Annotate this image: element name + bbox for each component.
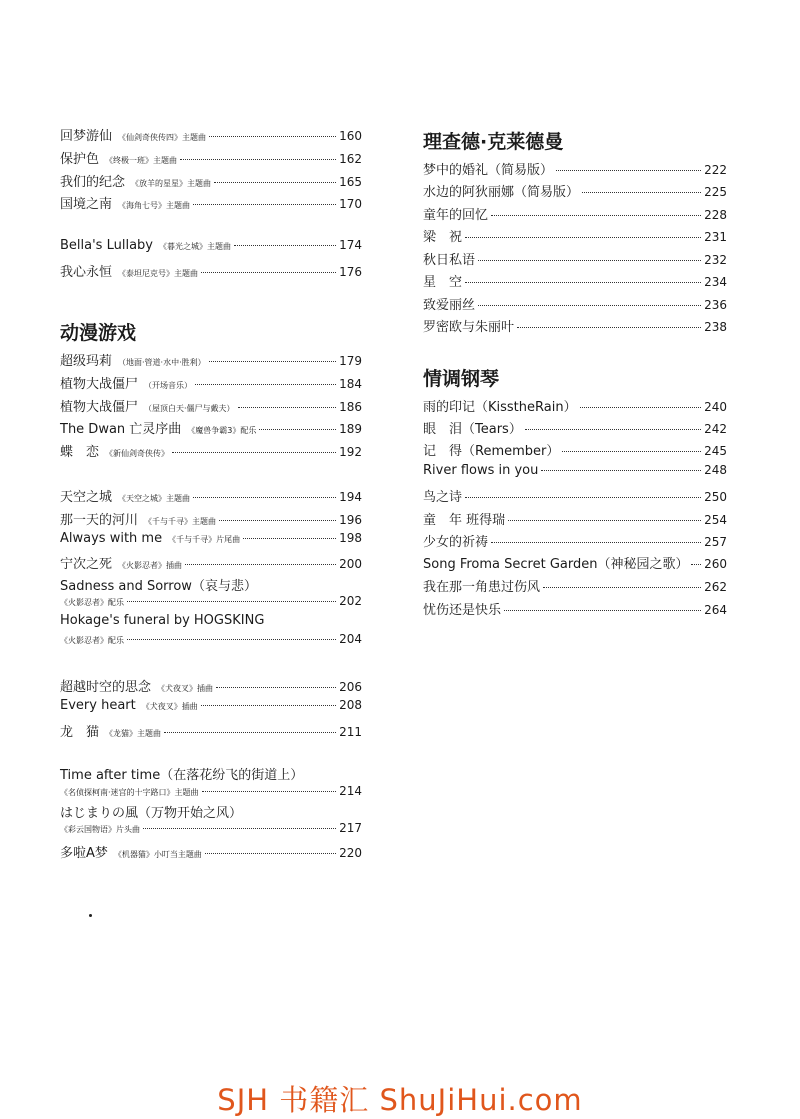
dot-leader — [127, 601, 336, 602]
dot-leader — [180, 159, 336, 160]
entry-source: 《机器猫》小叮当主题曲 — [113, 850, 202, 859]
toc-entry[interactable] — [423, 509, 727, 528]
toc-entry-subline — [60, 632, 362, 646]
entry-title: 雨的印记（KisstheRain） — [423, 400, 577, 415]
dot-leader — [127, 639, 336, 640]
toc-entry[interactable] — [60, 148, 362, 167]
toc-entry-subline — [60, 821, 362, 835]
dot-leader — [465, 497, 701, 498]
entry-source: 《千与千寻》片尾曲 — [168, 535, 241, 544]
entry-title: 眼 泪（Tears） — [423, 422, 522, 437]
entry-source: 《火影忍者》插曲 — [118, 561, 183, 570]
entry-title: 植物大战僵尸 — [60, 377, 139, 392]
entry-source: 《海角七号》主题曲 — [118, 201, 191, 210]
toc-entry[interactable] — [60, 171, 362, 190]
toc-entry[interactable] — [60, 486, 362, 505]
entry-title: 国境之南 — [60, 197, 113, 212]
entry-title: The Dwan 亡灵序曲 — [60, 422, 182, 437]
dot-leader — [209, 361, 336, 362]
toc-entry[interactable] — [60, 350, 362, 369]
toc-entry[interactable] — [60, 553, 362, 572]
entry-title: 梁 祝 — [423, 230, 463, 245]
entry-page: 162 — [339, 152, 362, 166]
entry-title: 记 得（Remember） — [423, 444, 560, 459]
dot-leader — [465, 282, 701, 283]
entry-title: 致爱丽丝 — [423, 298, 476, 313]
section-heading-mood: 情调钢琴 — [423, 368, 500, 390]
toc-entry[interactable] — [60, 441, 362, 460]
entry-title: 罗密欧与朱丽叶 — [423, 320, 515, 335]
dot-leader — [478, 305, 701, 306]
toc-entry[interactable] — [60, 698, 362, 713]
entry-page: 220 — [339, 846, 362, 860]
dot-leader — [234, 245, 336, 246]
toc-entry[interactable] — [423, 316, 727, 335]
dot-leader — [164, 732, 336, 733]
dot-leader — [185, 564, 336, 565]
entry-title: 回梦游仙 — [60, 129, 113, 144]
entry-title: 鸟之诗 — [423, 490, 463, 505]
toc-entry[interactable] — [60, 125, 362, 144]
toc-entry[interactable] — [60, 531, 362, 546]
toc-entry-subline — [60, 594, 362, 608]
entry-title: Every heart — [60, 698, 136, 713]
toc-entry[interactable] — [60, 418, 362, 437]
entry-source: 《魔兽争霸3》配乐 — [187, 426, 257, 435]
entry-page: 214 — [339, 784, 362, 798]
entry-title: 那一天的河川 — [60, 513, 139, 528]
dot-leader — [209, 136, 336, 137]
entry-page: 192 — [339, 445, 362, 459]
entry-page: 232 — [704, 253, 727, 267]
watermark-text: SJH 书籍汇 ShuJiHui.com — [217, 1083, 583, 1117]
toc-entry[interactable] — [60, 261, 362, 280]
dot-leader — [582, 192, 701, 193]
entry-page: 242 — [704, 422, 727, 436]
dot-leader — [201, 705, 336, 706]
entry-title: 我们的纪念 — [60, 175, 126, 190]
entry-title[interactable]: はじまりの風（万物开始之风） — [60, 806, 243, 821]
entry-source: 《火影忍者》配乐 — [60, 598, 124, 607]
toc-entry[interactable] — [60, 842, 362, 861]
entry-title: Song Froma Secret Garden（神秘园之歌） — [423, 557, 689, 572]
dot-leader — [491, 542, 701, 543]
entry-source: 《泰坦尼克号》主题曲 — [118, 269, 199, 278]
dot-leader — [691, 564, 701, 565]
entry-source: 《新仙剑奇侠传》 — [105, 449, 170, 458]
entry-title: 蝶 恋 — [60, 445, 100, 460]
dot-leader — [216, 687, 336, 688]
entry-title: 水边的阿狄丽娜（简易版） — [423, 185, 580, 200]
entry-page: 160 — [339, 129, 362, 143]
entry-title[interactable]: Time after time（在落花纷飞的街道上） — [60, 768, 304, 783]
entry-title: 植物大战僵尸 — [60, 400, 139, 415]
section-heading-richard: 理查德·克莱德曼 — [423, 131, 564, 153]
entry-page: 179 — [339, 354, 362, 368]
entry-page: 254 — [704, 513, 727, 527]
dot-leader — [143, 828, 336, 829]
entry-source: 《天空之城》主题曲 — [118, 494, 191, 503]
entry-title: 多啦A梦 — [60, 846, 108, 861]
entry-page: 174 — [339, 238, 362, 252]
dot-leader — [201, 272, 336, 273]
dot-leader — [259, 429, 336, 430]
toc-entry[interactable] — [423, 249, 727, 268]
entry-title: 梦中的婚礼（简易版） — [423, 163, 554, 178]
entry-page: 211 — [339, 725, 362, 739]
toc-entry[interactable] — [423, 226, 727, 245]
toc-entry[interactable] — [60, 396, 362, 415]
entry-page: 200 — [339, 557, 362, 571]
toc-entry[interactable] — [60, 509, 362, 528]
dot-leader — [172, 452, 336, 453]
entry-title: 童年的回忆 — [423, 208, 489, 223]
entry-source: 《龙猫》主题曲 — [105, 729, 162, 738]
entry-page: 184 — [339, 377, 362, 391]
toc-entry[interactable] — [423, 418, 727, 437]
entry-title: 我在那一角患过伤风 — [423, 580, 541, 595]
entry-title[interactable]: Sadness and Sorrow（哀与悲） — [60, 579, 257, 594]
toc-entry[interactable] — [60, 373, 362, 392]
entry-page: 250 — [704, 490, 727, 504]
dot-leader — [195, 384, 336, 385]
dot-leader — [214, 182, 336, 183]
entry-page: 260 — [704, 557, 727, 571]
entry-page: 204 — [339, 632, 362, 646]
entry-source: 《千与千寻》主题曲 — [144, 517, 217, 526]
entry-page: 194 — [339, 490, 362, 504]
toc-entry[interactable] — [423, 576, 727, 595]
dot-leader — [491, 215, 701, 216]
entry-title: 星 空 — [423, 275, 463, 290]
entry-source: 《终极一班》主题曲 — [105, 156, 178, 165]
entry-page: 238 — [704, 320, 727, 334]
entry-title: 超级玛莉 — [60, 354, 113, 369]
entry-title: Always with me — [60, 531, 163, 546]
entry-page: 176 — [339, 265, 362, 279]
entry-source: （开场音乐） — [144, 381, 193, 390]
entry-source: 《彩云国物语》片头曲 — [60, 825, 140, 834]
entry-source: 《仙剑奇侠传四》主题曲 — [118, 133, 207, 142]
entry-page: 264 — [704, 603, 727, 617]
entry-title: 童 年 班得瑞 — [423, 513, 506, 528]
entry-source: 《暮光之城》主题曲 — [158, 242, 231, 251]
dot-leader — [238, 407, 337, 408]
dot-leader — [193, 497, 336, 498]
toc-entry[interactable] — [60, 193, 362, 212]
entry-page: 170 — [339, 197, 362, 211]
entry-title: 保护色 — [60, 152, 100, 167]
entry-page: 198 — [339, 531, 362, 545]
toc-entry[interactable] — [60, 238, 362, 253]
dot-leader — [205, 853, 336, 854]
entry-source: （地面·管道·水中·胜利） — [118, 358, 206, 367]
entry-source: 《名侦探柯南·迷宫的十字路口》主题曲 — [60, 788, 199, 797]
entry-source: 《火影忍者》配乐 — [60, 636, 124, 645]
entry-page: 228 — [704, 208, 727, 222]
entry-page: 234 — [704, 275, 727, 289]
dot-leader — [219, 520, 336, 521]
section-heading-anime: 动漫游戏 — [60, 322, 137, 344]
entry-source: （屋顶白天·僵尸与戴夫） — [144, 404, 235, 413]
entry-page: 225 — [704, 185, 727, 199]
toc-entry[interactable] — [423, 396, 727, 415]
entry-title: 我心永恒 — [60, 265, 113, 280]
entry-page: 231 — [704, 230, 727, 244]
dot-leader — [525, 429, 701, 430]
dot-leader — [543, 587, 701, 588]
entry-page: 217 — [339, 821, 362, 835]
entry-title: River flows in you — [423, 463, 539, 478]
toc-entry[interactable] — [423, 204, 727, 223]
dot-leader — [465, 237, 701, 238]
toc-entry[interactable] — [423, 463, 727, 478]
entry-page: 248 — [704, 463, 727, 477]
entry-page: 222 — [704, 163, 727, 177]
toc-entry[interactable] — [423, 486, 727, 505]
dot-leader — [508, 520, 701, 521]
toc-entry[interactable] — [423, 159, 727, 178]
dot-leader — [580, 407, 702, 408]
toc-entry-subline — [60, 784, 362, 798]
toc-entry[interactable] — [60, 721, 362, 740]
entry-title: 秋日私语 — [423, 253, 476, 268]
dot-leader — [541, 470, 701, 471]
entry-page: 202 — [339, 594, 362, 608]
entry-page: 189 — [339, 422, 362, 436]
dot-leader — [243, 538, 336, 539]
entry-page: 208 — [339, 698, 362, 712]
toc-entry[interactable] — [423, 531, 727, 550]
entry-title: 少女的祈祷 — [423, 535, 489, 550]
entry-title: 龙 猫 — [60, 725, 100, 740]
toc-entry[interactable] — [423, 294, 727, 313]
dot-leader — [193, 204, 336, 205]
entry-page: 257 — [704, 535, 727, 549]
entry-source: 《犬夜叉》插曲 — [141, 702, 198, 711]
toc-entry[interactable] — [423, 271, 727, 290]
entry-page: 236 — [704, 298, 727, 312]
dot-leader — [556, 170, 701, 171]
dot-leader — [517, 327, 701, 328]
entry-title: 超越时空的思念 — [60, 680, 152, 695]
stray-dot-mark — [89, 914, 92, 917]
toc-entry[interactable] — [60, 676, 362, 695]
toc-entry[interactable] — [423, 599, 727, 618]
entry-source: 《放羊的星星》主题曲 — [131, 179, 212, 188]
entry-source: 《犬夜叉》插曲 — [157, 684, 214, 693]
entry-page: 186 — [339, 400, 362, 414]
entry-title: 忧伤还是快乐 — [423, 603, 502, 618]
dot-leader — [504, 610, 701, 611]
entry-title: Bella's Lullaby — [60, 238, 153, 253]
entry-title[interactable]: Hokage's funeral by HOGSKING — [60, 613, 265, 628]
entry-title: 天空之城 — [60, 490, 113, 505]
entry-page: 262 — [704, 580, 727, 594]
dot-leader — [562, 451, 701, 452]
entry-page: 196 — [339, 513, 362, 527]
entry-page: 165 — [339, 175, 362, 189]
entry-page: 240 — [704, 400, 727, 414]
dot-leader — [202, 791, 337, 792]
toc-entry[interactable] — [423, 181, 727, 200]
toc-entry[interactable] — [423, 553, 727, 572]
entry-page: 206 — [339, 680, 362, 694]
entry-page: 245 — [704, 444, 727, 458]
dot-leader — [478, 260, 701, 261]
entry-title: 宁次之死 — [60, 557, 113, 572]
toc-entry[interactable] — [423, 440, 727, 459]
